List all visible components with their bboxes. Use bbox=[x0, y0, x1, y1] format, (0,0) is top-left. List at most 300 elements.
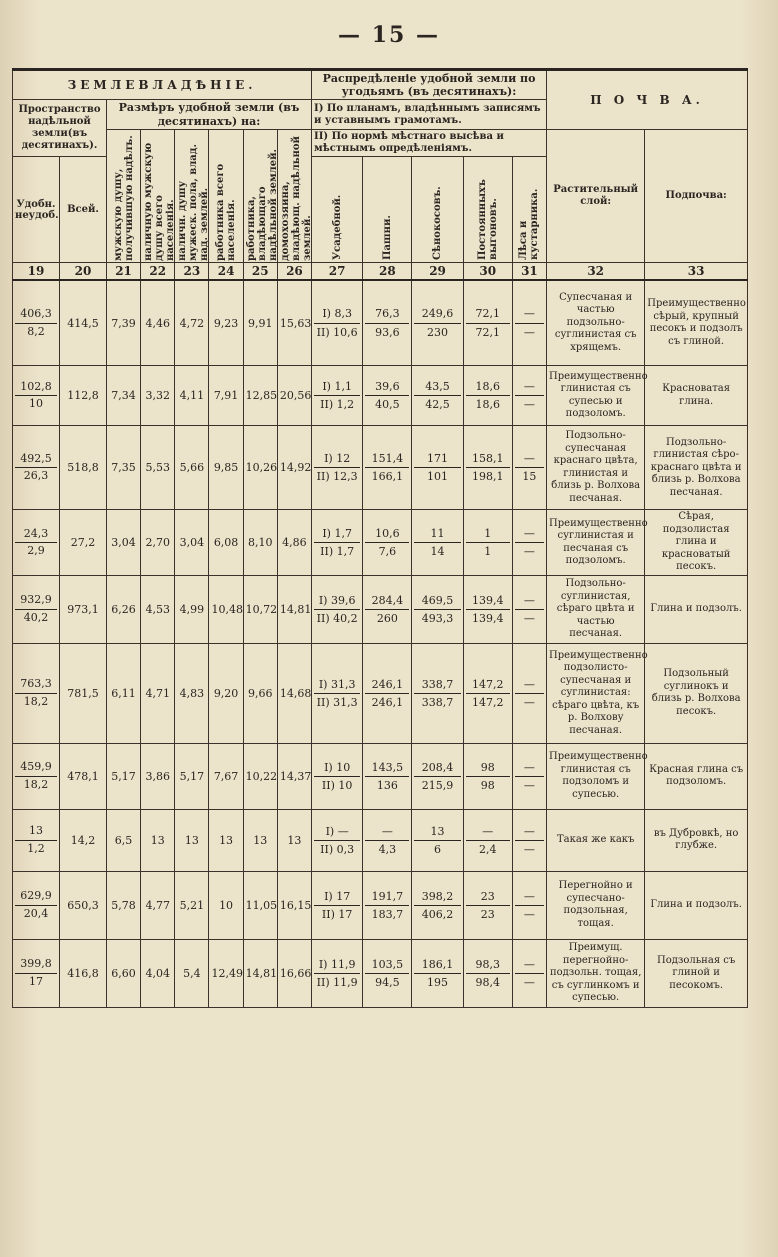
cell-value: 13 bbox=[184, 833, 199, 847]
cell-value: Сѣрая, подзолистая глина и красноватый песокъ. bbox=[661, 511, 731, 573]
cell-c26 bbox=[277, 809, 311, 871]
cell-c26 bbox=[277, 743, 311, 809]
cell-value: 16,66 bbox=[279, 966, 312, 980]
cell-c23 bbox=[175, 280, 209, 366]
cell-value: II) 1,2 bbox=[320, 398, 355, 412]
col-number: 31 bbox=[512, 262, 546, 280]
cell-value: 98 bbox=[480, 778, 495, 792]
cell-value: — bbox=[523, 695, 535, 709]
cell-value: — bbox=[515, 759, 544, 777]
cell-value: 8,10 bbox=[247, 536, 273, 549]
cell-c29 bbox=[412, 366, 463, 426]
cell-value: I) — bbox=[314, 823, 360, 841]
cell-c27 bbox=[312, 643, 363, 743]
cell-value: 11 bbox=[414, 525, 460, 543]
header-row-1 bbox=[13, 70, 748, 100]
cell-value: 1 bbox=[484, 545, 492, 558]
cell-c29 bbox=[412, 871, 463, 939]
cell-value: 12,85 bbox=[245, 389, 278, 403]
cell-c28 bbox=[363, 366, 412, 426]
cell-value: 4,46 bbox=[145, 316, 170, 330]
table-row bbox=[13, 575, 748, 643]
col-number: 20 bbox=[59, 262, 106, 280]
cell-value: Подзольная съ глиной и песокомъ. bbox=[657, 954, 736, 991]
cell-c28 bbox=[363, 871, 412, 939]
cell-soil bbox=[547, 743, 648, 809]
cell-value: 18,2 bbox=[23, 777, 49, 791]
cell-c21 bbox=[106, 366, 140, 426]
cell-value: 136 bbox=[376, 778, 398, 792]
cell-value: — bbox=[523, 398, 535, 412]
table-row bbox=[13, 871, 748, 939]
cell-value: 171 bbox=[414, 450, 460, 468]
cell-c24 bbox=[209, 366, 243, 426]
cell-c25 bbox=[243, 643, 277, 743]
header-c23: наличн. душу мужеск. пола, влад. над. землей. bbox=[175, 129, 209, 262]
cell-subsoil bbox=[645, 809, 748, 871]
cell-value: 459,9 bbox=[15, 759, 57, 777]
cell-c31 bbox=[512, 939, 546, 1007]
cell-value: 14,92 bbox=[279, 461, 312, 475]
cell-c21 bbox=[106, 809, 140, 871]
cell-value: 16,15 bbox=[279, 898, 312, 912]
cell-value: 5,17 bbox=[111, 769, 136, 783]
cell-value: 14,68 bbox=[279, 686, 312, 700]
cell-c26 bbox=[277, 510, 311, 576]
header-c24: работника всего населенія. bbox=[209, 129, 243, 262]
cell-c23 bbox=[175, 366, 209, 426]
header-c30: Постоянныхъ выгоновъ. bbox=[463, 157, 512, 262]
col-number: 32 bbox=[547, 262, 645, 280]
cell-space-udob-neudob bbox=[13, 366, 60, 426]
cell-value: 11,05 bbox=[245, 898, 278, 912]
cell-value: 40,5 bbox=[375, 398, 400, 412]
cell-value: 103,5 bbox=[365, 956, 409, 974]
cell-value: 973,1 bbox=[67, 602, 99, 616]
cell-value: 249,6 bbox=[414, 305, 460, 323]
cell-subsoil bbox=[645, 366, 748, 426]
cell-value: 10,26 bbox=[245, 461, 278, 475]
cell-value: 9,66 bbox=[247, 686, 273, 700]
cell-value: 13 bbox=[414, 823, 460, 841]
cell-value: 143,5 bbox=[365, 759, 409, 777]
cell-c27 bbox=[312, 510, 363, 576]
cell-space-total bbox=[59, 426, 106, 510]
cell-c28 bbox=[363, 575, 412, 643]
cell-value: 2,70 bbox=[145, 536, 170, 549]
cell-c25 bbox=[243, 871, 277, 939]
cell-c21 bbox=[106, 575, 140, 643]
cell-c28 bbox=[363, 809, 412, 871]
cell-subsoil bbox=[645, 510, 748, 576]
cell-value: 14,37 bbox=[279, 769, 312, 783]
cell-c22 bbox=[141, 366, 175, 426]
cell-value: 7,34 bbox=[111, 389, 136, 403]
header-c22: наличную мужскую душу всего населенія. bbox=[141, 129, 175, 262]
cell-value: Глина и подзолъ. bbox=[650, 899, 742, 910]
cell-c24 bbox=[209, 575, 243, 643]
cell-value: 15,63 bbox=[279, 316, 312, 330]
cell-value: Подзольно-суглинистая, сѣраго цвѣта и частью песчаная. bbox=[556, 578, 635, 639]
col-number: 26 bbox=[277, 262, 311, 280]
cell-value: 18,6 bbox=[475, 398, 500, 412]
cell-value: 7,67 bbox=[213, 769, 239, 783]
cell-value: 2,9 bbox=[27, 544, 45, 557]
cell-c24 bbox=[209, 939, 243, 1007]
cell-c25 bbox=[243, 743, 277, 809]
cell-value: 338,7 bbox=[414, 676, 460, 694]
cell-value: 20,4 bbox=[23, 906, 49, 920]
cell-value: II) 0,3 bbox=[320, 842, 355, 856]
cell-value: 7,6 bbox=[378, 545, 397, 558]
cell-c21 bbox=[106, 939, 140, 1007]
cell-value: 10,72 bbox=[245, 602, 278, 616]
cell-value: 98 bbox=[466, 759, 510, 777]
cell-subsoil bbox=[645, 939, 748, 1007]
cell-value: 24,3 bbox=[15, 526, 57, 544]
cell-space-total bbox=[59, 510, 106, 576]
col-number: 33 bbox=[645, 262, 748, 280]
cell-value: 10 bbox=[28, 397, 43, 411]
cell-value: 5,66 bbox=[179, 461, 205, 475]
cell-c26 bbox=[277, 643, 311, 743]
col-number: 30 bbox=[463, 262, 512, 280]
cell-subsoil bbox=[645, 280, 748, 366]
header-c28: Пашни. bbox=[363, 157, 412, 262]
cell-value: 7,91 bbox=[213, 389, 239, 403]
cell-value: 492,5 bbox=[15, 451, 57, 469]
cell-c24 bbox=[209, 510, 243, 576]
cell-value: Подзольный суглинокъ и близь р. Волхова песокъ. bbox=[651, 668, 741, 717]
cell-c26 bbox=[277, 939, 311, 1007]
cell-value: Перегнойно и супесчано-подзольная, тощая. bbox=[558, 880, 633, 929]
cell-value: 18,6 bbox=[466, 378, 510, 396]
cell-value: 27,2 bbox=[70, 536, 96, 549]
cell-value: 1 bbox=[466, 525, 510, 543]
cell-value: 9,91 bbox=[247, 316, 273, 330]
cell-value: Красноватая глина. bbox=[662, 383, 731, 407]
cell-value: — bbox=[523, 778, 535, 792]
header-c32: Растительный слой: bbox=[547, 129, 645, 262]
col-number: 19 bbox=[13, 262, 60, 280]
cell-space-udob-neudob bbox=[13, 280, 60, 366]
cell-value: Красная глина съ подзоломъ. bbox=[649, 763, 744, 788]
cell-value: 198,1 bbox=[471, 470, 504, 484]
cell-c23 bbox=[175, 426, 209, 510]
cell-c28 bbox=[363, 743, 412, 809]
cell-value: 4,11 bbox=[179, 389, 205, 403]
cell-value: 72,1 bbox=[466, 305, 510, 323]
cell-value: 478,1 bbox=[67, 769, 99, 783]
cell-value: I) 12 bbox=[314, 450, 360, 468]
cell-c23 bbox=[175, 510, 209, 576]
cell-c28 bbox=[363, 643, 412, 743]
cell-value: 20,56 bbox=[279, 389, 312, 403]
cell-value: I) 11,9 bbox=[314, 956, 360, 974]
cell-value: Преимущественно подзолисто-супесчаная и суглинистая: сѣраго цвѣта, къ р. Волхову песчаная. bbox=[549, 649, 648, 736]
cell-value: 398,2 bbox=[414, 888, 460, 906]
cell-value: — bbox=[515, 450, 544, 468]
cell-c24 bbox=[209, 280, 243, 366]
cell-c24 bbox=[209, 643, 243, 743]
cell-value: 23 bbox=[480, 907, 495, 921]
cell-value: 13 bbox=[219, 833, 234, 847]
cell-soil bbox=[547, 643, 648, 743]
cell-value: Глина и подзолъ. bbox=[650, 603, 742, 614]
header-c21: мужскую душу, получившую надѣлъ. bbox=[106, 129, 140, 262]
table-row bbox=[13, 809, 748, 871]
cell-value: 102,8 bbox=[15, 379, 57, 397]
cell-value: 416,8 bbox=[67, 966, 99, 980]
cell-c30 bbox=[463, 871, 512, 939]
cell-subsoil bbox=[645, 871, 748, 939]
cell-c24 bbox=[209, 743, 243, 809]
cell-value: II) 10 bbox=[321, 778, 353, 792]
table-row bbox=[13, 510, 748, 576]
cell-c22 bbox=[141, 743, 175, 809]
cell-c21 bbox=[106, 871, 140, 939]
cell-value: — bbox=[523, 975, 535, 989]
table-row bbox=[13, 643, 748, 743]
cell-c23 bbox=[175, 939, 209, 1007]
cell-value: 43,5 bbox=[414, 378, 460, 396]
table-row bbox=[13, 280, 748, 366]
cell-value: 147,2 bbox=[471, 695, 504, 709]
col-number: 21 bbox=[106, 262, 140, 280]
cell-value: 98,3 bbox=[466, 956, 510, 974]
cell-value: 15 bbox=[522, 470, 537, 484]
header-distribution-I: I) По планамъ, владѣннымъ записямъ и уставнымъ грамотамъ. bbox=[312, 100, 547, 129]
cell-c22 bbox=[141, 809, 175, 871]
cell-c30 bbox=[463, 366, 512, 426]
cell-soil bbox=[547, 939, 645, 1007]
cell-c27 bbox=[312, 280, 363, 366]
header-size: Размѣръ удобной земли (въ десятинахъ) на: bbox=[106, 100, 311, 129]
cell-c25 bbox=[243, 280, 277, 366]
cell-c31 bbox=[512, 871, 546, 939]
cell-c22 bbox=[141, 575, 175, 643]
cell-c25 bbox=[243, 510, 277, 576]
cell-value: 629,9 bbox=[15, 888, 57, 906]
cell-value: 5,4 bbox=[183, 966, 201, 980]
table-row bbox=[13, 366, 748, 426]
cell-c26 bbox=[277, 280, 311, 366]
header-udob-neudob: Удобн. неудоб. bbox=[13, 157, 60, 262]
cell-soil bbox=[547, 510, 648, 576]
cell-value: 6,26 bbox=[111, 602, 136, 616]
cell-value: II) 12,3 bbox=[316, 470, 358, 484]
cell-soil bbox=[547, 871, 645, 939]
cell-value: II) 10,6 bbox=[316, 325, 358, 339]
cell-value: въ Дубровкѣ, но глубже. bbox=[653, 827, 739, 852]
cell-value: 26,3 bbox=[23, 469, 49, 483]
cell-value: — bbox=[466, 823, 510, 841]
cell-value: 139,4 bbox=[471, 611, 504, 625]
cell-space-total bbox=[59, 743, 106, 809]
col-number: 25 bbox=[243, 262, 277, 280]
col-number: 24 bbox=[209, 262, 243, 280]
cell-value: 186,1 bbox=[414, 956, 460, 974]
cell-c22 bbox=[141, 280, 175, 366]
cell-value: 191,7 bbox=[365, 888, 409, 906]
cell-value: 781,5 bbox=[67, 686, 99, 700]
cell-value: — bbox=[515, 525, 544, 543]
cell-space-udob-neudob bbox=[13, 643, 60, 743]
cell-value: Преимущественно суглинистая и песчаная съ подзоломъ. bbox=[549, 517, 648, 566]
cell-value: 406,3 bbox=[15, 306, 57, 324]
cell-value: 13 bbox=[150, 833, 165, 847]
cell-value: 12,49 bbox=[211, 966, 243, 980]
cell-c25 bbox=[243, 575, 277, 643]
cell-soil bbox=[547, 809, 645, 871]
cell-value: 4,53 bbox=[145, 602, 170, 616]
col-number: 29 bbox=[412, 262, 463, 280]
cell-value: — bbox=[515, 592, 544, 610]
cell-value: 650,3 bbox=[67, 898, 99, 912]
cell-c24 bbox=[209, 426, 243, 510]
header-c26: домохозяина, владѣющ. надѣльной землей. bbox=[277, 129, 311, 262]
cell-value: 6,60 bbox=[111, 966, 136, 980]
cell-value: 4,77 bbox=[145, 898, 170, 912]
cell-value: 3,04 bbox=[111, 536, 136, 549]
cell-value: 151,4 bbox=[365, 450, 409, 468]
cell-c23 bbox=[175, 809, 209, 871]
cell-c31 bbox=[512, 575, 546, 643]
cell-c30 bbox=[463, 575, 512, 643]
header-c31: Лѣса и кустарника. bbox=[512, 157, 546, 262]
cell-value: 2,4 bbox=[478, 842, 497, 856]
cell-value: — bbox=[523, 325, 535, 339]
cell-space-udob-neudob bbox=[13, 871, 60, 939]
cell-value: II) 40,2 bbox=[316, 611, 358, 625]
cell-c23 bbox=[175, 743, 209, 809]
cell-c28 bbox=[363, 939, 412, 1007]
cell-c25 bbox=[243, 939, 277, 1007]
cell-value: 6,5 bbox=[114, 833, 133, 847]
cell-c21 bbox=[106, 426, 140, 510]
cell-value: I) 1,7 bbox=[314, 525, 360, 543]
cell-value: — bbox=[523, 907, 535, 921]
cell-value: I) 39,6 bbox=[314, 592, 360, 610]
cell-soil bbox=[547, 366, 648, 426]
cell-c21 bbox=[106, 743, 140, 809]
header-distribution-II: II) По нормѣ мѣстнаго высѣва и мѣстнымъ опредѣленіямъ. bbox=[312, 129, 547, 157]
page-number: — 15 — bbox=[338, 22, 440, 48]
cell-c25 bbox=[243, 426, 277, 510]
cell-c28 bbox=[363, 510, 412, 576]
cell-c31 bbox=[512, 743, 546, 809]
cell-value: — bbox=[523, 611, 535, 625]
cell-value: 518,8 bbox=[67, 461, 99, 475]
cell-c26 bbox=[277, 871, 311, 939]
cell-c27 bbox=[312, 871, 363, 939]
cell-value: I) 10 bbox=[314, 759, 360, 777]
cell-c29 bbox=[412, 280, 463, 366]
cell-value: 4,99 bbox=[179, 602, 205, 616]
cell-value: 3,32 bbox=[145, 389, 170, 403]
cell-value: 6 bbox=[434, 842, 442, 856]
col-number: 27 bbox=[312, 262, 363, 280]
cell-c22 bbox=[141, 426, 175, 510]
cell-value: 14,2 bbox=[70, 833, 96, 847]
cell-value: 230 bbox=[427, 325, 449, 339]
cell-value: 72,1 bbox=[475, 325, 500, 339]
cell-value: 414,5 bbox=[67, 316, 99, 330]
cell-space-udob-neudob bbox=[13, 426, 60, 510]
table-body bbox=[13, 280, 748, 1008]
cell-value: 9,23 bbox=[213, 316, 239, 330]
cell-value: 183,7 bbox=[371, 907, 404, 921]
cell-value: 4,86 bbox=[282, 536, 307, 549]
cell-value: II) 11,9 bbox=[316, 975, 358, 989]
cell-value: — bbox=[515, 956, 544, 974]
cell-value: 13 bbox=[15, 823, 57, 841]
cell-c28 bbox=[363, 426, 412, 510]
cell-value: 5,53 bbox=[145, 461, 170, 475]
cell-value: 139,4 bbox=[466, 592, 510, 610]
col-number: 28 bbox=[363, 262, 412, 280]
cell-value: 4,71 bbox=[145, 686, 170, 700]
cell-c22 bbox=[141, 643, 175, 743]
header-zemlevladenie: ЗЕМЛЕВЛАДѢНІЕ. bbox=[13, 70, 312, 100]
cell-subsoil bbox=[645, 743, 748, 809]
cell-value: 5,78 bbox=[111, 898, 136, 912]
cell-value: 14 bbox=[430, 545, 445, 558]
cell-space-total bbox=[59, 809, 106, 871]
cell-c22 bbox=[141, 871, 175, 939]
cell-c24 bbox=[209, 809, 243, 871]
cell-value: 399,8 bbox=[15, 956, 57, 974]
cell-value: Преимущественно сѣрый, крупный песокъ и подзолъ съ глиной. bbox=[647, 298, 746, 347]
cell-space-udob-neudob bbox=[13, 510, 60, 576]
cell-value: Подзольно-глинистая сѣро-краснаго цвѣта и близь р. Волхова песчаная. bbox=[650, 436, 742, 498]
cell-c26 bbox=[277, 575, 311, 643]
cell-value: 260 bbox=[376, 611, 398, 625]
cell-c29 bbox=[412, 426, 463, 510]
cell-value: I) 1,1 bbox=[314, 378, 360, 396]
cell-value: 5,21 bbox=[179, 898, 205, 912]
cell-value: I) 8,3 bbox=[314, 305, 360, 323]
cell-space-total bbox=[59, 280, 106, 366]
cell-subsoil bbox=[645, 643, 748, 743]
cell-space-total bbox=[59, 871, 106, 939]
cell-value: 246,1 bbox=[365, 676, 409, 694]
cell-value: Такая же какъ bbox=[556, 834, 635, 845]
cell-space-udob-neudob bbox=[13, 575, 60, 643]
cell-value: 763,3 bbox=[15, 676, 57, 694]
cell-value: II) 31,3 bbox=[316, 695, 358, 709]
cell-value: 932,9 bbox=[15, 592, 57, 610]
cell-c29 bbox=[412, 743, 463, 809]
header-c33: Подпочва: bbox=[645, 129, 748, 262]
cell-c29 bbox=[412, 575, 463, 643]
cell-c27 bbox=[312, 939, 363, 1007]
cell-c23 bbox=[175, 871, 209, 939]
cell-value: Супесчаная и частью подзольно-суглинистая съ хрящемъ. bbox=[554, 291, 637, 353]
cell-value: 215,9 bbox=[421, 778, 454, 792]
cell-soil bbox=[547, 426, 645, 510]
cell-value: 469,5 bbox=[414, 592, 460, 610]
cell-c30 bbox=[463, 510, 512, 576]
cell-value: 166,1 bbox=[371, 470, 404, 484]
cell-value: 13 bbox=[253, 833, 268, 847]
cell-c31 bbox=[512, 366, 546, 426]
cell-c24 bbox=[209, 871, 243, 939]
cell-value: 284,4 bbox=[365, 592, 409, 610]
cell-c23 bbox=[175, 575, 209, 643]
cell-value: 6,11 bbox=[111, 686, 136, 700]
cell-value: 5,17 bbox=[179, 769, 205, 783]
